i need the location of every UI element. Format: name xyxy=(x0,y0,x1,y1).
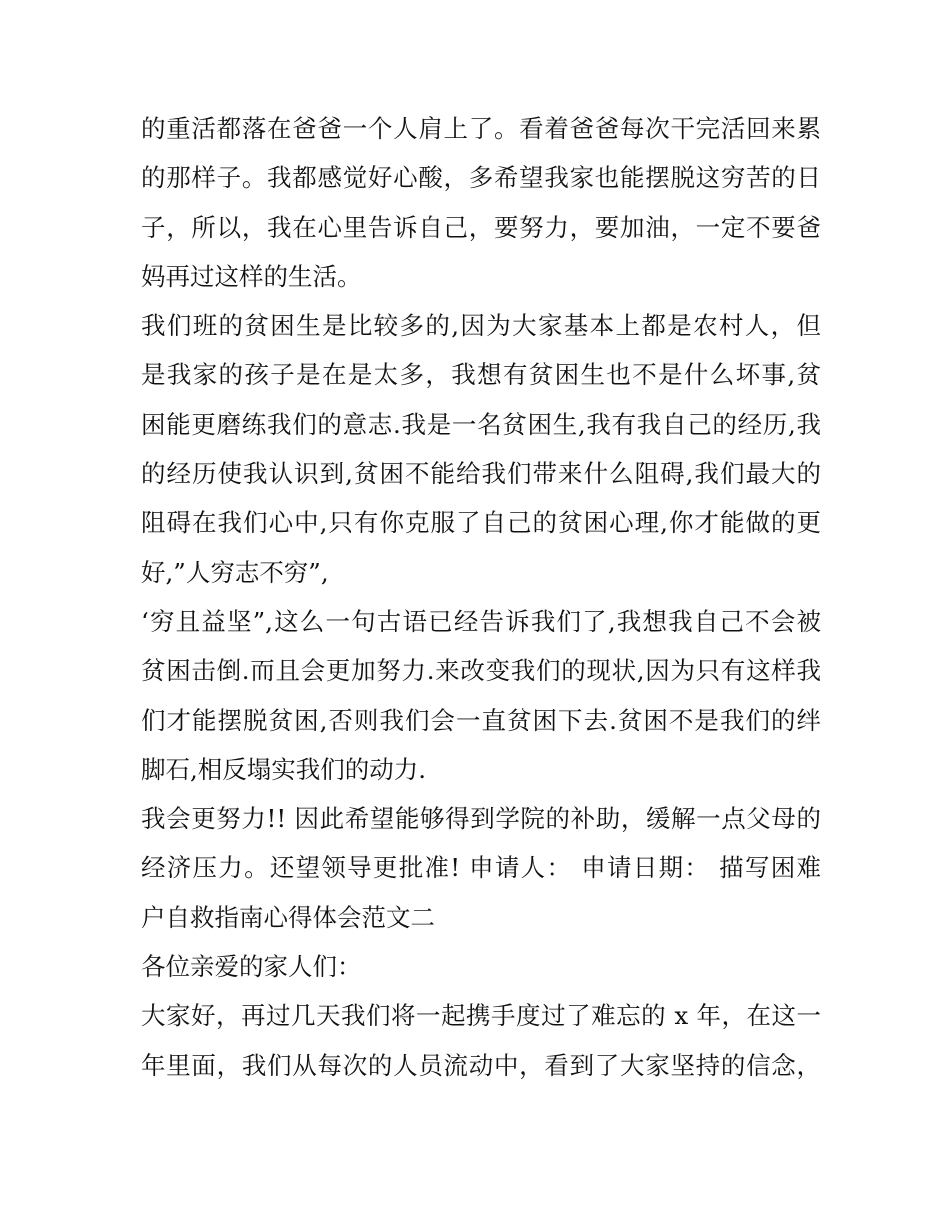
text-line: 我们班的贫困生是比较多的,因为大家基本上都是农村人，但 xyxy=(141,311,821,341)
text-line: 各位亲爱的家人们： xyxy=(141,952,362,982)
text-line: 困能更磨练我们的意志.我是一名贫困生,我有我自己的经历,我 xyxy=(141,409,821,439)
text-line: 是我家的孩子是在是太多，我想有贫困生也不是什么坏事,贫 xyxy=(141,360,821,390)
text-line: ‘穷且益坚”,这么一句古语已经告诉我们了,我想我自己不会被 xyxy=(141,606,821,636)
text-line: 的重活都落在爸爸一个人肩上了。看着爸爸每次干完活回来累 xyxy=(141,114,821,143)
document-body xyxy=(141,104,821,1090)
text-line: 大家好，再过几天我们将一起携手度过了难忘的 x 年，在这一 xyxy=(141,1001,821,1031)
text-line: 子，所以，我在心里告诉自己，要努力，要加油，一定不要爸 xyxy=(141,212,821,242)
text-line: 的那样子。我都感觉好心酸，多希望我家也能摆脱这穷苦的日 xyxy=(141,163,821,193)
text-line: 我会更努力!! 因此希望能够得到学院的补助，缓解一点父母的 xyxy=(141,804,821,834)
text-line: 们才能摆脱贫困,否则我们会一直贫困下去.贫困不是我们的绊 xyxy=(141,705,821,735)
text-line: 的经历使我认识到,贫困不能给我们带来什么阻碍,我们最大的 xyxy=(141,459,821,489)
text-line: 户自救指南心得体会范文二 xyxy=(141,902,435,932)
text-line: 阻碍在我们心中,只有你克服了自己的贫困心理,你才能做的更 xyxy=(141,508,821,538)
text-line: 经济压力。还望领导更批准! 申请人： 申请日期： 描写困难 xyxy=(141,853,821,883)
text-line: 脚石,相反塌实我们的动力. xyxy=(141,754,427,784)
text-line: 妈再过这样的生活。 xyxy=(141,261,362,291)
text-line: 贫困击倒.而且会更加努力.来改变我们的现状,因为只有这样我 xyxy=(141,656,821,686)
text-line: 年里面，我们从每次的人员流动中，看到了大家坚持的信念， xyxy=(141,1050,821,1080)
text-line: 好,”人穷志不穷”, xyxy=(141,557,329,587)
